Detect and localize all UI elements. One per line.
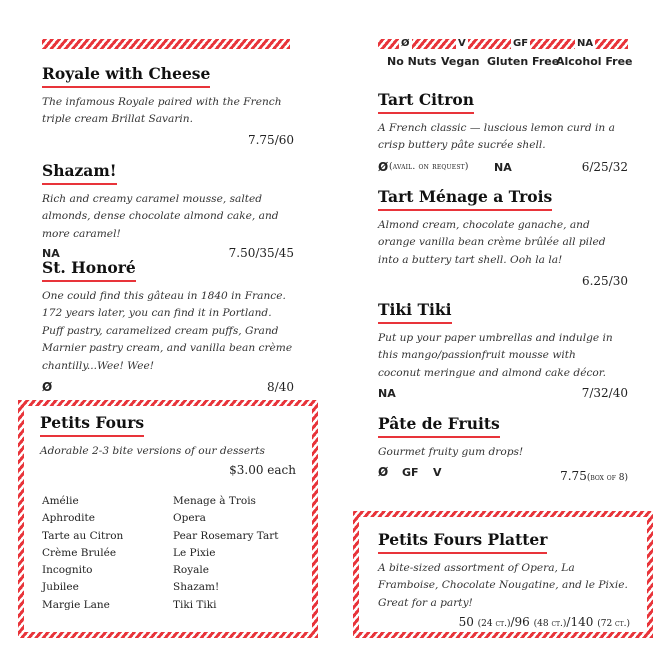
item-price: 6.25/30 [581,274,628,289]
alcohol-free-code: NA [378,387,396,401]
item-description: The infamous Royale paired with the French triple cream Brillat Savarin. [42,95,282,126]
list-item: Amélie [42,495,79,507]
item-description: Rich and creamy caramel mousse, salted almonds, dense chocolate almond cake, and more caramel! [42,192,279,240]
list-item: Aphrodite [42,512,95,525]
legend-label-no-nuts: No Nuts [387,55,437,68]
petits-fours-content [40,413,296,477]
list-item: Shazam! [173,581,220,594]
price-count: (48 ct.) [533,619,567,630]
legend-code-alcohol-free: NA [577,38,594,49]
item-description: Almond cream, chocolate ganache, and orange vanilla bean crème brûlée all piled into a buttery tart shell. Ooh la la! [378,218,606,266]
price-count: (72 ct.) [597,619,630,630]
petits-fours-description: Adorable 2-3 bite versions of our desserts [40,444,265,457]
platter-content [378,530,630,629]
price-note: (box of 8) [586,473,628,484]
legend-code-vegan: V [458,38,466,49]
petits-fours-list-col2 [173,493,303,614]
legend-label-alcohol-free: Alcohol Free [556,55,633,68]
menu-item-st-honore [42,258,294,397]
platter-prices: 50 (24 ct.)/96 (48 ct.)/140 (72 ct.) [458,615,630,630]
legend-code-gluten-free: GF [513,38,529,49]
list-item: Opera [173,512,206,525]
list-item: Royale [173,564,209,577]
vegan-code: V [433,466,442,480]
platter-description: A bite-sized assortment of Opera, La Framboise, Chocolate Nougatine, and le Pixie. Great for a party! [378,561,628,609]
menu-item-tart-citron [378,90,628,177]
list-item: Crème Brulée [42,546,117,559]
item-price [560,465,628,484]
petits-fours-price: $3.00 each [229,463,296,478]
item-price: 7.50/35/45 [228,246,294,261]
list-item: Tarte au Citron [42,529,124,542]
legend-label-vegan: Vegan [441,55,480,68]
price-amount: 96 [514,615,530,630]
item-title: Pâte de Fruits [378,415,500,438]
item-description: Gourmet fruity gum drops! [378,445,524,458]
menu-item-tart-menage [378,187,628,288]
list-item: Pear Rosemary Tart [173,529,279,542]
item-price: 6/25/32 [581,159,628,174]
no-nuts-code: Ø [378,465,389,480]
alcohol-free-code: NA [494,160,512,174]
alcohol-free-code: NA [42,247,60,261]
legend-code-no-nuts: Ø [401,38,410,49]
legend-label-gluten-free: Gluten Free [487,55,560,68]
item-title: Tart Citron [378,91,474,114]
item-description: A French classic — luscious lemon curd in a crisp buttery pâte sucrée shell. [378,121,615,152]
item-title: Shazam! [42,162,117,185]
price-amount: 140 [570,615,594,630]
list-item: Menage à Trois [173,495,256,507]
list-item: Jubilee [42,581,79,594]
price-amount: 7.75 [560,469,587,484]
menu-item-pate-de-fruits [378,414,628,482]
list-item: Tiki Tiki [173,598,217,611]
menu-item-royale [42,64,294,147]
item-price: 8/40 [267,380,294,395]
gluten-free-code: GF [402,466,419,480]
item-title: Tart Ménage a Trois [378,188,552,211]
decorative-stripe-bar [42,39,290,49]
list-item: Margie Lane [42,598,110,611]
item-price: 7.75/60 [247,132,294,147]
no-nuts-code: Ø [42,380,53,395]
item-title: St. Honoré [42,259,136,282]
list-item: Le Pixie [173,546,216,559]
price-amount: 50 [458,615,474,630]
no-nuts-code: Ø [378,159,389,174]
platter-title: Petits Fours Platter [378,531,547,554]
item-description: Put up your paper umbrellas and indulge in this mango/passionfruit mousse with coconut meringue and almond cake décor. [378,331,613,379]
item-title: Royale with Cheese [42,65,210,88]
menu-item-tiki-tiki [378,300,628,403]
list-item: Incognito [42,564,93,577]
availability-note: (avail. on request) [389,161,469,172]
item-description: One could find this gâteau in 1840 in France. 172 years later, you can find it in Portland. Puff pastry, caramelized cream puffs, Grand Marnier pastry cream, and vanilla bean crème chantilly...Wee! Wee! [42,289,293,372]
price-count: (24 ct.) [477,619,511,630]
menu-item-shazam [42,161,294,263]
petits-fours-list-col1 [42,493,167,614]
legend-stripe-bar [378,39,628,49]
item-title: Tiki Tiki [378,301,452,324]
item-price: 7/32/40 [581,386,628,401]
petits-fours-title: Petits Fours [40,414,144,437]
